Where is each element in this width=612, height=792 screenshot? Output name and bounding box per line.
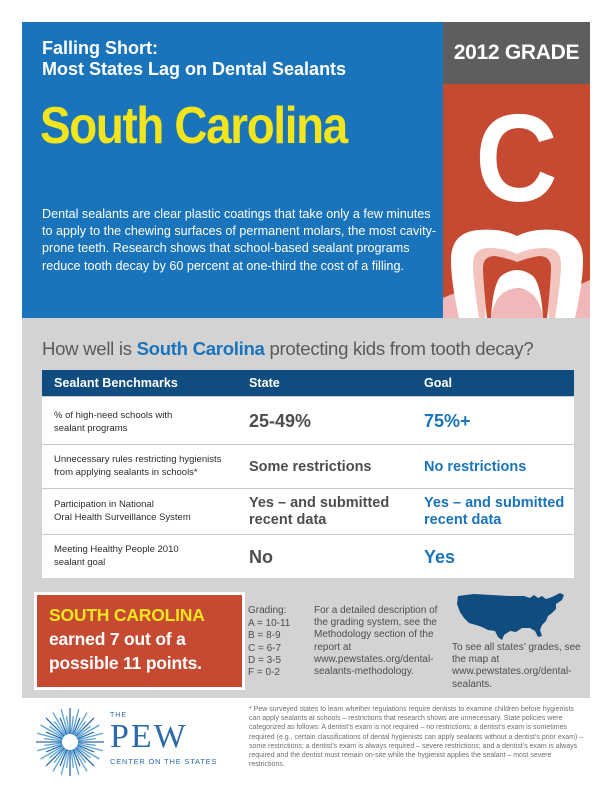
row-goal-value: Yes – and submitted recent data (424, 495, 565, 528)
summary-score-text: earned 7 out of a possible 11 points. (49, 629, 202, 673)
logo-subtitle: CENTER ON THE STATES (110, 757, 218, 766)
row-goal-value: 75%+ (424, 411, 471, 431)
kicker-line-2: Most States Lag on Dental Sealants (42, 59, 347, 79)
grade-scale-item: F = 0-2 (248, 667, 280, 679)
row-label: % of high-need schools with sealant programs (54, 410, 173, 434)
kicker-line-1: Falling Short: (42, 38, 158, 58)
summary-state-name: SOUTH CAROLINA (49, 605, 205, 625)
row-state-value: Some restrictions (249, 459, 372, 475)
grade-scale-item: C = 6-7 (248, 642, 282, 654)
grading-title: Grading: (248, 605, 287, 616)
row-label: Meeting Healthy People 2010 sealant goal (54, 544, 179, 568)
table-row (42, 444, 574, 488)
grade-letter: C (475, 90, 558, 228)
pew-sunburst-logo (34, 706, 106, 778)
row-state-value: 25-49% (249, 411, 312, 431)
col-header-goal: Goal (424, 376, 452, 390)
row-label: Participation in National Oral Health Surveillance System (54, 499, 191, 523)
table-row (42, 488, 574, 534)
benchmarks-table (42, 370, 574, 578)
table-row (42, 396, 574, 444)
hero-banner (22, 22, 443, 318)
methodology-note: For a detailed description of the grading system, see the Methodology section of the report at www.pewstates.org/dental-sealants-methodology. (314, 605, 438, 678)
kicker-title (42, 38, 432, 80)
footnote: * Pew surveyed states to learn whether regulations require dentists to examine children before hygienists can apply sealants at schools – restrictions that research shows are unnecessary. State policies were categorized as follows: A dentist’s exam is not required – no restrictions; a dentist’s exam is sometimes required (e.g., certain classifications of dental hygienists can apply sealants without a dentist’s prior exam) – some restrictions; a dentist’s exam is always required – severe restrictions; and a dentist’s exam is always required and the dentist must remain on-site while the hygienist applies the sealant – most severe restrictions. (249, 706, 584, 769)
tooth-icon (443, 84, 590, 318)
col-header-benchmark: Sealant Benchmarks (54, 376, 178, 390)
grade-box (443, 84, 590, 318)
grading-scale (248, 605, 290, 679)
map-note: To see all states’ grades, see the map at www.pewstates.org/dental-sealants. (452, 642, 581, 690)
question-state-name: South Carolina (136, 338, 265, 359)
row-goal-value: Yes (424, 547, 456, 567)
panel-question: How well is South Carolina protecting kids from tooth decay? (42, 338, 534, 359)
row-state-value: Yes – and submitted recent data (249, 495, 390, 528)
logo-the: THE (110, 712, 127, 719)
row-goal-value: No restrictions (424, 459, 527, 475)
col-header-state: State (249, 376, 280, 390)
us-map-icon (452, 588, 572, 647)
benchmarks-panel (22, 318, 590, 698)
intro-paragraph: Dental sealants are clear plastic coatings that take only a few minutes to apply to the chewing surfaces of permanent molars, the most cavity-prone teeth. Research shows that school-based sealant programs reduce tooth decay by 60 percent at one-third the cost of a filling. (42, 207, 437, 273)
table-header-row (42, 370, 574, 396)
grade-heading: 2012 GRADE (443, 22, 590, 84)
pew-logo (30, 702, 230, 782)
state-name-title: South Carolina (40, 97, 347, 155)
row-state-value: No (249, 547, 273, 567)
logo-name: PEW (110, 718, 188, 755)
row-label: Unnecessary rules restricting hygienists from applying sealants in schools* (54, 454, 222, 478)
grade-scale-item: D = 3-5 (248, 654, 282, 666)
table-row (42, 534, 574, 578)
grade-scale-item: A = 10-11 (248, 618, 291, 630)
grade-scale-item: B = 8-9 (248, 630, 281, 642)
score-summary-box (34, 592, 245, 690)
